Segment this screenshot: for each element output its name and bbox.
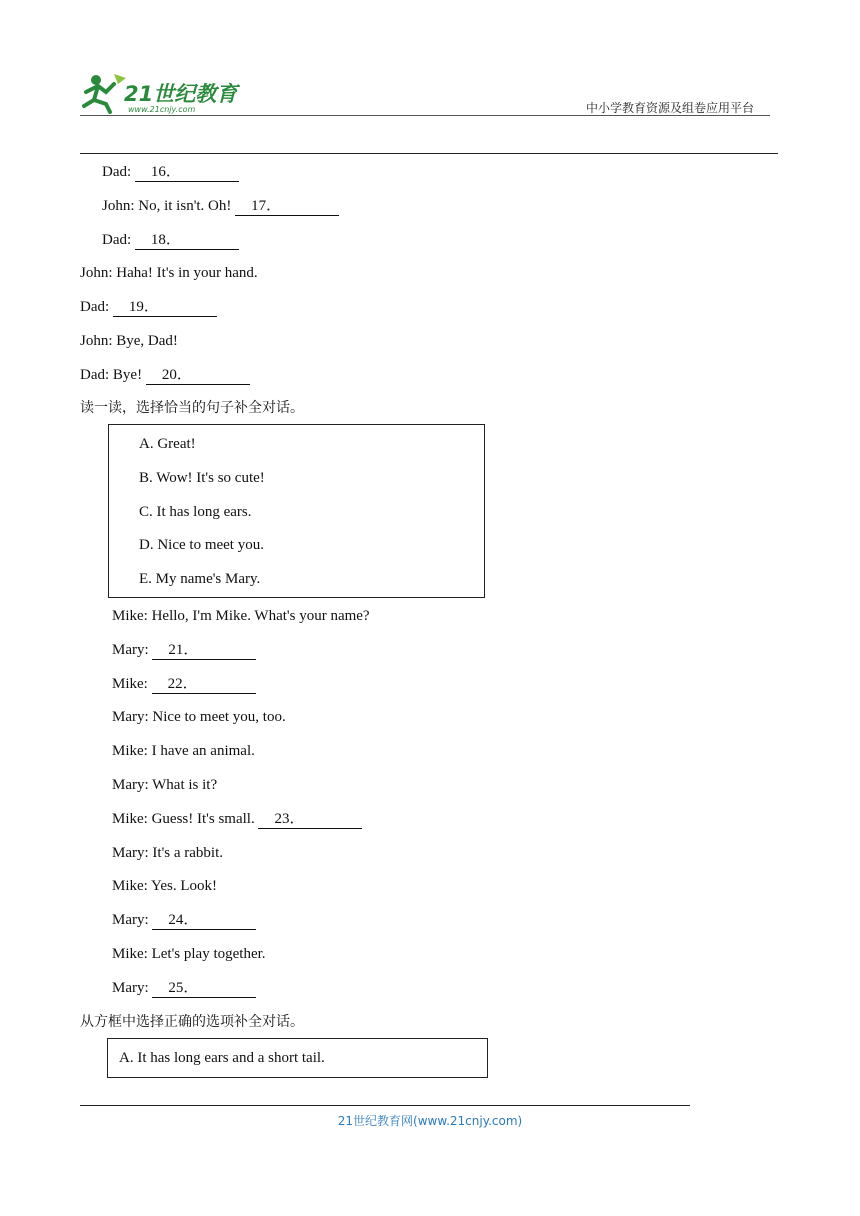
answer-blank[interactable]: 21． bbox=[152, 641, 256, 660]
dialogue-line bbox=[112, 843, 223, 863]
section-2-instruction: 读一读，选择恰当的句子补全对话。 bbox=[80, 400, 304, 416]
dialogue-line bbox=[112, 640, 256, 660]
header-rule bbox=[80, 153, 778, 154]
dialogue-line bbox=[112, 809, 362, 829]
speaker-label: Mary: bbox=[112, 844, 149, 861]
dialogue-line bbox=[80, 297, 217, 317]
line-text: Bye, Dad! bbox=[112, 333, 178, 349]
speaker-label: John: bbox=[80, 265, 113, 282]
speaker-label: Mike: bbox=[112, 608, 148, 624]
answer-blank[interactable]: 18． bbox=[135, 231, 239, 250]
line-text: No, it isn't. Oh! bbox=[134, 197, 232, 214]
speaker-label: Dad: bbox=[80, 366, 110, 383]
speaker-label: Mary: bbox=[112, 979, 149, 996]
section-3-instruction: 从方框中选择正确的选项补全对话。 bbox=[80, 1014, 304, 1030]
line-text: What is it? bbox=[148, 777, 218, 793]
logo-text: 21世纪教育 bbox=[124, 82, 238, 106]
speaker-label: Dad: bbox=[102, 164, 132, 180]
speaker-label: Mary: bbox=[112, 777, 149, 793]
line-text: Hello, I'm Mike. What's your name? bbox=[147, 608, 370, 624]
dialogue-line bbox=[112, 741, 255, 761]
site-logo bbox=[80, 70, 240, 116]
line-text: I have an animal. bbox=[147, 743, 255, 760]
speaker-label: Mike: bbox=[112, 743, 148, 760]
speaker-label: Mike: bbox=[112, 810, 148, 827]
answer-blank[interactable]: 16． bbox=[135, 163, 239, 182]
speaker-label: John: bbox=[80, 333, 113, 349]
footer-divider bbox=[80, 1105, 690, 1106]
answer-blank[interactable]: 17． bbox=[235, 197, 339, 216]
header-divider bbox=[80, 115, 770, 116]
option-item: A. It has long ears and a short tail. bbox=[119, 1050, 325, 1066]
option-item: D. Nice to meet you. bbox=[139, 537, 264, 554]
answer-blank[interactable]: 24． bbox=[152, 911, 256, 930]
line-text: It's a rabbit. bbox=[148, 844, 224, 861]
speaker-label: Mike: bbox=[112, 878, 148, 895]
speaker-label: Mike: bbox=[112, 675, 148, 692]
dialogue-line bbox=[102, 162, 239, 182]
dialogue-line bbox=[112, 978, 256, 998]
speaker-label: Mary: bbox=[112, 709, 149, 726]
answer-blank[interactable]: 23． bbox=[258, 810, 362, 829]
dialogue-line bbox=[102, 230, 239, 250]
dialogue-line bbox=[80, 331, 178, 351]
option-item: C. It has long ears. bbox=[139, 503, 252, 520]
speaker-label: Mary: bbox=[112, 912, 149, 929]
speaker-label: Mike: bbox=[112, 946, 148, 962]
dialogue-line bbox=[80, 365, 250, 385]
line-text: Bye! bbox=[109, 366, 143, 383]
line-text: Yes. Look! bbox=[147, 878, 218, 895]
dialogue-line bbox=[112, 707, 286, 727]
dialogue-line bbox=[112, 910, 256, 930]
line-text: Haha! It's in your hand. bbox=[112, 265, 258, 282]
line-text: Nice to meet you, too. bbox=[148, 709, 286, 726]
dialogue-line bbox=[112, 775, 217, 795]
answer-blank[interactable]: 20． bbox=[146, 366, 250, 385]
option-item: B. Wow! It's so cute! bbox=[139, 469, 265, 486]
dialogue-line bbox=[80, 263, 258, 283]
dialogue-line bbox=[102, 196, 339, 216]
speaker-label: Dad: bbox=[80, 299, 110, 316]
runner-icon bbox=[84, 74, 126, 112]
dialogue-line bbox=[112, 876, 217, 896]
logo-url: www.21cnjy.com bbox=[128, 105, 196, 114]
option-item: E. My name's Mary. bbox=[139, 571, 261, 588]
answer-blank[interactable]: 19． bbox=[113, 298, 217, 317]
speaker-label: John: bbox=[102, 197, 135, 214]
speaker-label: Mary: bbox=[112, 641, 149, 658]
line-text: Guess! It's small. bbox=[147, 810, 255, 827]
dialogue-line bbox=[112, 674, 256, 694]
dialogue-line bbox=[112, 944, 266, 964]
platform-title: 中小学教育资源及组卷应用平台 bbox=[586, 101, 755, 115]
option-item: A. Great! bbox=[139, 436, 196, 452]
speaker-label: Dad: bbox=[102, 231, 132, 248]
footer-text: 21世纪教育网(www.21cnjy.com) bbox=[337, 1114, 523, 1128]
answer-blank[interactable]: 22． bbox=[152, 675, 256, 694]
answer-blank[interactable]: 25． bbox=[152, 979, 256, 998]
line-text: Let's play together. bbox=[147, 946, 266, 962]
dialogue-line bbox=[112, 606, 370, 626]
